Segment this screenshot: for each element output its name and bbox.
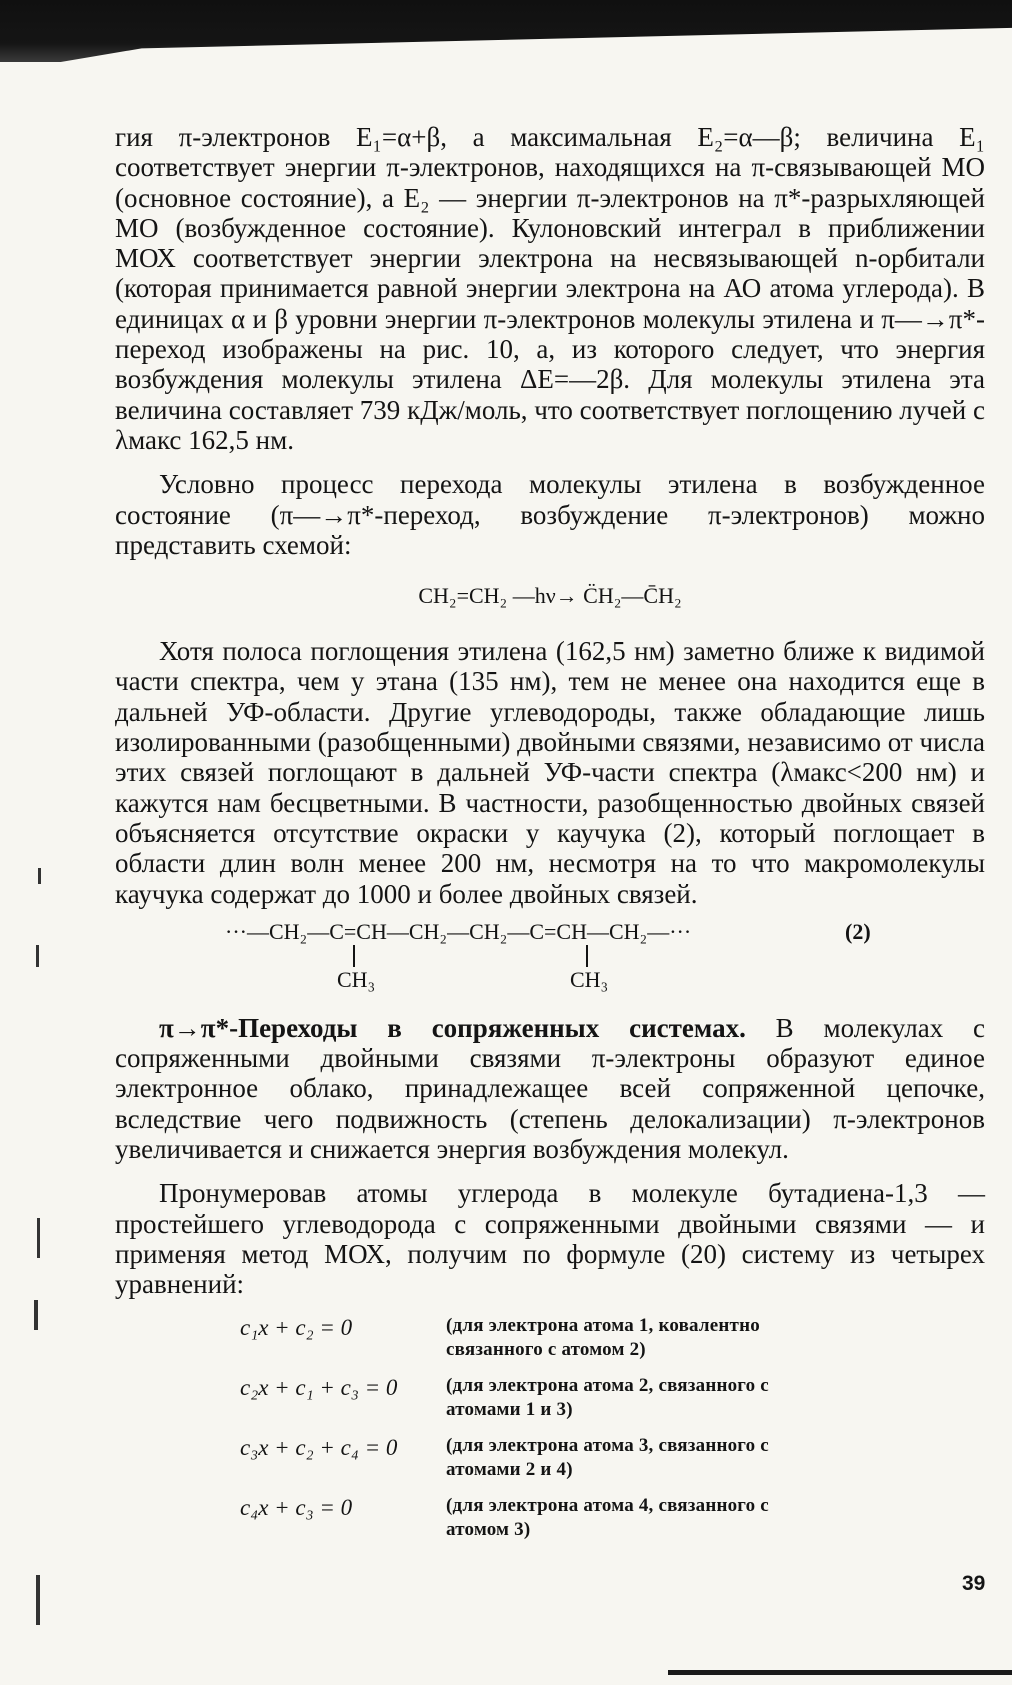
scan-speck xyxy=(38,868,41,884)
equation: c₄x + c₃ = 0 xyxy=(240,1494,353,1520)
equation-note: (для электрона атома 1, ковалентно связанного с атомом 2) xyxy=(446,1314,760,1360)
rubber-chain: ···—CH₂—C=CH—CH₂—CH₂—C=CH—CH₂—··· xyxy=(225,918,692,944)
ethylene-excitation-scheme: CH₂=CH₂ —hν→ C̈H₂—C̄H₂ xyxy=(418,583,682,609)
paragraph-4-body: В молекулах с сопряженными двойными связями π-электроны образуют единое электронное облако, принадлежащее всей сопряженной цепочке, вследствие чего подвижность (степень делокализации) π-электронов увеличивается и снижается энергия возбуждения молекул. xyxy=(115,1012,986,1165)
methyl-group-1: CH₃ xyxy=(337,966,376,992)
formula-label: (2) xyxy=(845,918,871,944)
scan-speck xyxy=(36,945,39,967)
methyl-group-2: CH₃ xyxy=(570,966,609,992)
scan-speck xyxy=(36,1575,40,1625)
section-heading: π→π*-Переходы в сопряженных системах. xyxy=(159,1012,746,1043)
equation-row xyxy=(115,1374,985,1422)
rubber-formula xyxy=(115,917,985,1003)
paragraph-1: гия π-электронов E₁=α+β, а максимальная E₂=α—β; величина E₁ соответствует энергии π-электронов, находящихся на π-связывающей МО (основное состояние), а E₂ — энергии π-электронов на π*-разрыхляющей МО (возбужденное состояние). Кулоновский интеграл в приближении МОХ соответствует энергии электрона на несвязывающей n-орбитали (которая принимается равной энергии электрона на АО атома углерода). В единицах α и β уровни энергии π-электронов молекулы этилена и π—→π*-переход изображены на рис. 10, а, из которого следует, что энергия возбуждения молекулы этилена ΔE=—2β. Для молекулы этилена эта величина составляет 739 кДж/моль, что соответствует поглощению лучей с λмакс 162,5 нм. xyxy=(115,122,985,455)
equation-row xyxy=(115,1434,985,1482)
equation: c₁x + c₂ = 0 xyxy=(240,1314,353,1340)
paragraph-2: Условно процесс перехода молекулы этилена в возбужденное состояние (π—→π*-переход, возбуждение π-электронов) можно представить схемой: xyxy=(115,469,985,560)
page-body xyxy=(115,122,985,1554)
scan-speck xyxy=(37,1218,40,1258)
equation: c₃x + c₂ + c₄ = 0 xyxy=(240,1434,398,1460)
bond-line-1 xyxy=(353,945,355,967)
scan-speck xyxy=(34,1300,38,1330)
equation-note: (для электрона атома 2, связанного с атомами 1 и 3) xyxy=(446,1374,769,1420)
scan-edge-shadow xyxy=(0,0,1012,62)
equation-system xyxy=(115,1314,985,1542)
equation-note: (для электрона атома 3, связанного с атомами 2 и 4) xyxy=(446,1434,769,1480)
paragraph-4 xyxy=(115,1013,985,1164)
paragraph-3: Хотя полоса поглощения этилена (162,5 нм) заметно ближе к видимой части спектра, чем у этана (135 нм), тем не менее она находится еще в дальней УФ-области. Другие углеводороды, также обладающие лишь изолированными (разобщенными) двойными связями, независимо от числа этих связей поглощают в дальней УФ-части спектра (λмакс<200 нм) и кажутся нам бесцветными. В частности, разобщенностью двойных связей объясняется отсутствие окраски у каучука (2), который поглощает в области длин волн менее 200 нм, несмотря на то что макромолекулы каучука содержат до 1000 и более двойных связей. xyxy=(115,636,985,909)
equation-row xyxy=(115,1314,985,1362)
scan-edge-line xyxy=(668,1670,1012,1675)
bond-line-2 xyxy=(586,945,588,967)
page-number: 39 xyxy=(962,1572,986,1595)
equation-row xyxy=(115,1494,985,1542)
paragraph-5: Пронумеровав атомы углерода в молекуле бутадиена-1,3 — простейшего углеводорода с сопряженными двойными связями — и применяя метод МОХ, получим по формуле (20) систему из четырех уравнений: xyxy=(115,1178,985,1300)
equation: c₂x + c₁ + c₃ = 0 xyxy=(240,1374,398,1400)
equation-note: (для электрона атома 4, связанного с атомом 3) xyxy=(446,1494,769,1540)
